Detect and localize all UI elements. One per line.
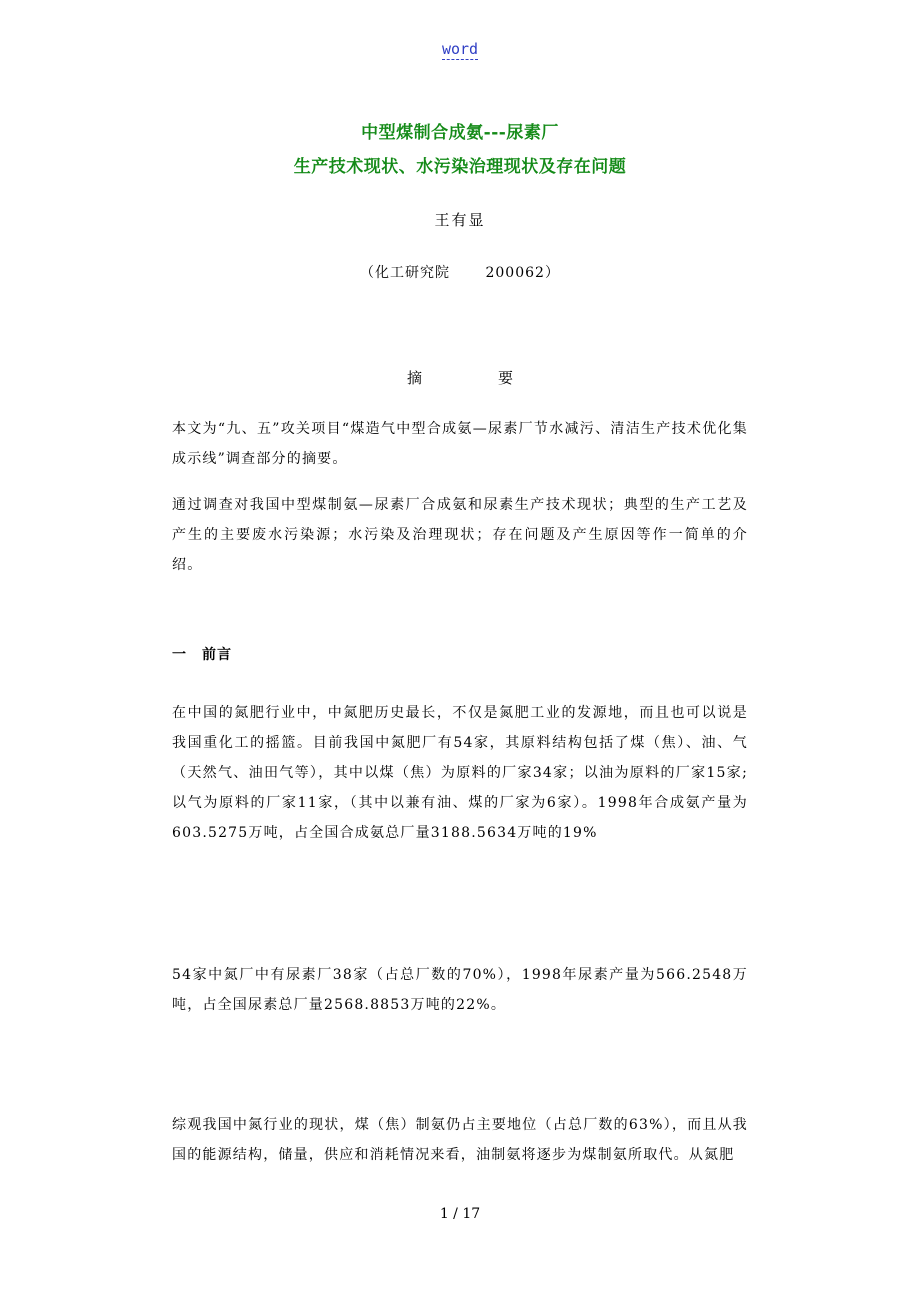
abstract-heading-right: 要	[498, 369, 514, 387]
header-word-link-container	[0, 40, 920, 58]
document-title-line-1: 中型煤制合成氨---尿素厂	[361, 123, 559, 143]
author-affiliation: （化工研究院 200062）	[360, 265, 560, 281]
intro-paragraph-2: 54家中氮厂中有尿素厂38家（占总厂数的70%），1998年尿素产量为566.2548万吨，占全国尿素总厂量2568.8853万吨的22%。	[172, 967, 748, 1013]
intro-paragraph-3: 综观我国中氮行业的现状，煤（焦）制氨仍占主要地位（占总厂数的63%），而且从我国的能源结构，储量，供应和消耗情况来看，油制氨将逐步为煤制氨所取代。从氮肥	[172, 1117, 748, 1163]
abstract-heading-left: 摘	[406, 369, 422, 387]
page-number-indicator: 1 / 17	[439, 1206, 481, 1222]
abstract-paragraph-2: 通过调查对我国中型煤制氨—尿素厂合成氨和尿素生产技术现状；典型的生产工艺及产生的主要废水污染源；水污染及治理现状；存在问题及产生原因等作一简单的介绍。	[172, 497, 748, 573]
abstract-paragraph-1: 本文为“九、五”攻关项目“煤造气中型合成氨—尿素厂节水减污、清洁生产技术优化集成示线”调查部分的摘要。	[172, 421, 748, 467]
intro-paragraph-1: 在中国的氮肥行业中，中氮肥历史最长，不仅是氮肥工业的发源地，而且也可以说是我国重化工的摇篮。目前我国中氮肥厂有54家，其原料结构包括了煤（焦）、油、气（天然气、油田气等），其中以煤（焦）为原料的厂家34家；以油为原料的厂家15家;以气为原料的厂家11家，（其中以兼有油、煤的厂家为6家）。1998年合成氨产量为603.5275万吨，占全国合成氨总厂量3188.5634万吨的19%	[172, 705, 748, 841]
section-heading-introduction: 一 前言	[172, 647, 232, 663]
author-name: 王有显	[434, 211, 486, 229]
document-title-line-2: 生产技术现状、水污染治理现状及存在问题	[293, 157, 627, 177]
word-link[interactable]: word	[441, 40, 479, 58]
abstract-heading	[0, 367, 920, 388]
